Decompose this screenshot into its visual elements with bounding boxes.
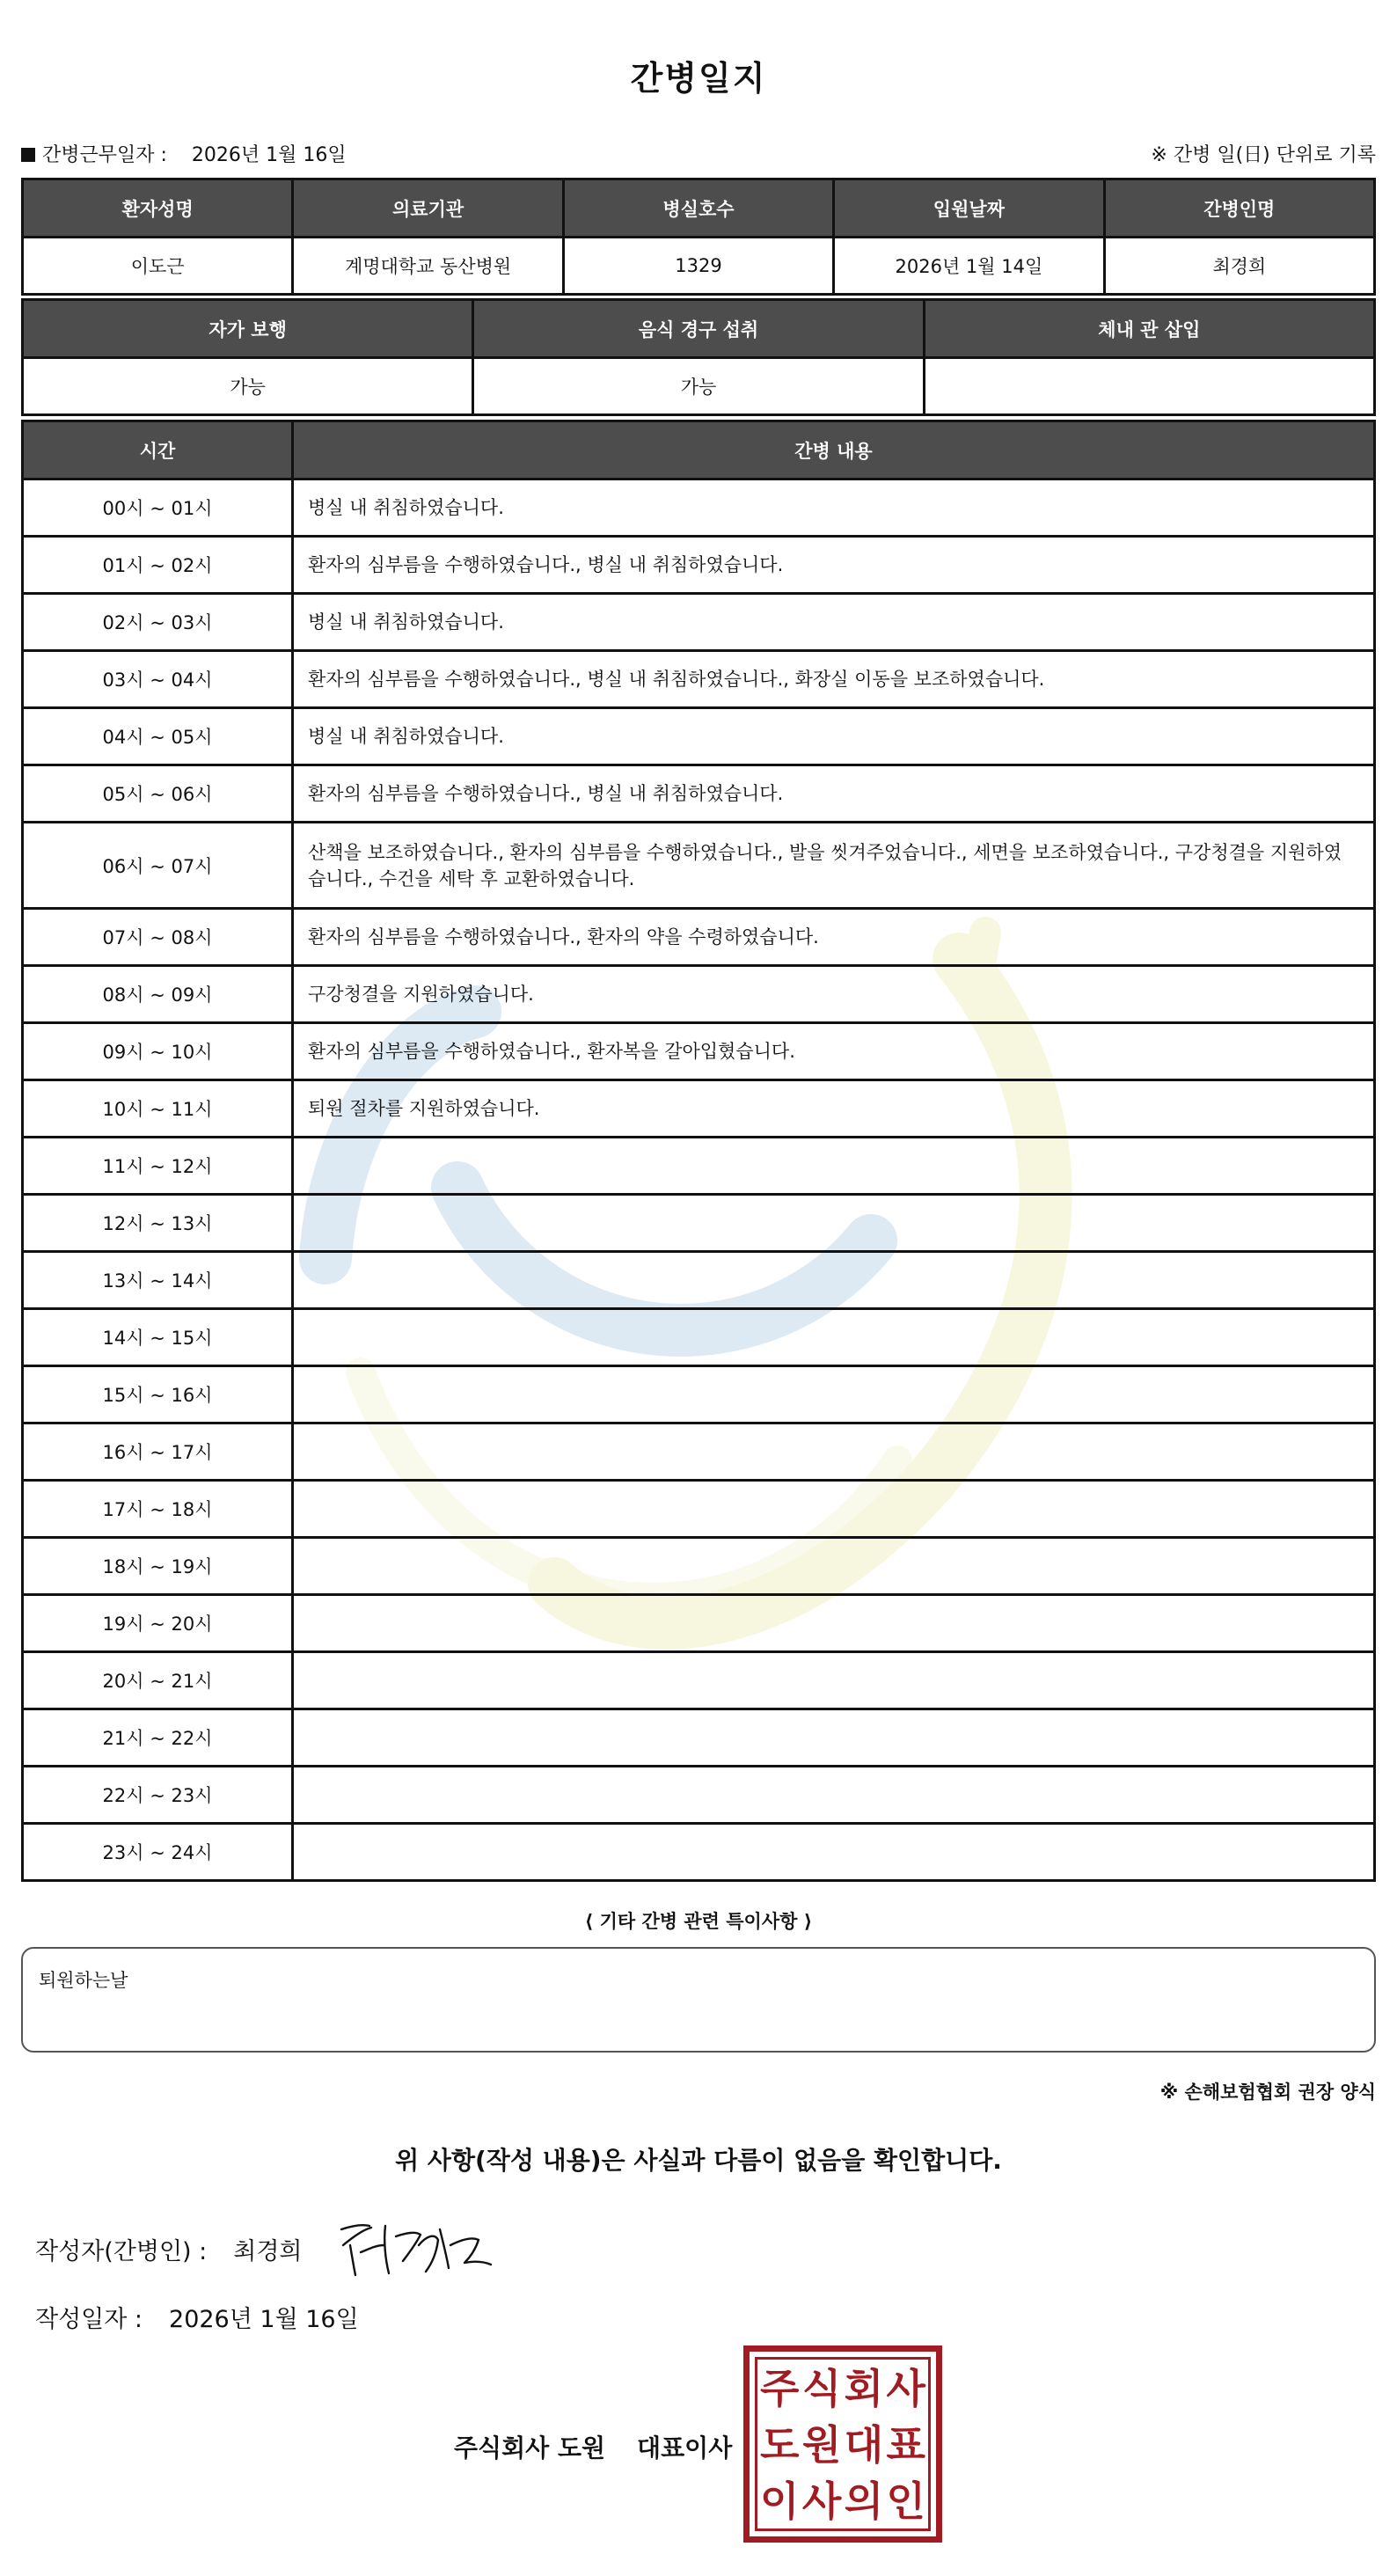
log-content: [293, 1366, 1375, 1423]
log-content: [293, 1709, 1375, 1767]
log-content: [293, 1423, 1375, 1481]
company-signature: [454, 2429, 732, 2464]
log-content: [293, 1824, 1375, 1881]
confirmation-statement: 위 사항(작성 내용)은 사실과 다름이 없음을 확인합니다.: [395, 2146, 1002, 2175]
company-name: 주식회사 도원: [454, 2433, 606, 2463]
log-content: [293, 1538, 1375, 1595]
writer-label: 작성자(간병인) :: [35, 2238, 208, 2265]
table-row: [23, 823, 1375, 909]
log-time: 18시 ~ 19시: [23, 1538, 293, 1595]
write-date-value: 2026년 1월 16일: [169, 2306, 359, 2333]
writer: [35, 2232, 303, 2266]
log-time: 21시 ~ 22시: [23, 1709, 293, 1767]
document-title: 간병일지: [630, 59, 767, 98]
log-content: 구강청결을 지원하였습니다.: [293, 966, 1375, 1023]
notes-title: ⟨ 기타 간병 관련 특이사항 ⟩: [584, 1911, 813, 1932]
record-note: ※ 간병 일(日) 단위로 기록: [1151, 144, 1376, 166]
table-row: [23, 1195, 1375, 1252]
notes-box: 퇴원하는날: [21, 1947, 1376, 2053]
table-row: [23, 1423, 1375, 1481]
room-number: 1329: [563, 238, 833, 295]
log-content: [293, 1481, 1375, 1538]
admission-date: 2026년 1월 14일: [834, 238, 1104, 295]
header-caregiver: 간병인명: [1104, 179, 1374, 238]
log-time: 19시 ~ 20시: [23, 1595, 293, 1652]
log-content: [293, 1652, 1375, 1709]
work-date: [21, 140, 347, 167]
table-row: [23, 765, 1375, 823]
log-time: 09시 ~ 10시: [23, 1023, 293, 1080]
log-content: [293, 1252, 1375, 1309]
header-time: 시간: [23, 421, 293, 479]
table-row: [23, 1709, 1375, 1767]
square-bullet-icon: [21, 148, 35, 162]
header-content: 간병 내용: [293, 421, 1375, 479]
recommendation-note: ※ 손해보험협회 권장 양식: [1159, 2082, 1376, 2103]
header-patient-name: 환자성명: [23, 179, 293, 238]
header-oral-intake: 음식 경구 섭취: [473, 300, 924, 358]
table-row: [23, 358, 1375, 415]
table-row: [23, 537, 1375, 594]
work-date-label: 간병근무일자 :: [42, 144, 167, 166]
patient-name: 이도근: [23, 238, 293, 295]
table-row: [23, 594, 1375, 651]
work-date-value: 2026년 1월 16일: [191, 144, 347, 166]
company-representative: 대표이사: [637, 2433, 733, 2463]
log-time: 07시 ~ 08시: [23, 909, 293, 966]
table-row: [23, 1538, 1375, 1595]
header-walking: 자가 보행: [23, 300, 473, 358]
table-row: [23, 1595, 1375, 1652]
log-time: 13시 ~ 14시: [23, 1252, 293, 1309]
log-time: 00시 ~ 01시: [23, 479, 293, 537]
writer-name: 최경희: [233, 2238, 303, 2265]
log-content: 병실 내 취침하였습니다.: [293, 708, 1375, 765]
log-time: 14시 ~ 15시: [23, 1309, 293, 1366]
log-time: 04시 ~ 05시: [23, 708, 293, 765]
table-header-row: [23, 179, 1375, 238]
signature-icon: [334, 2210, 501, 2280]
log-content: [293, 1767, 1375, 1824]
log-time: 22시 ~ 23시: [23, 1767, 293, 1824]
table-row: [23, 1767, 1375, 1824]
log-content: 환자의 심부름을 수행하였습니다., 환자복을 갈아입혔습니다.: [293, 1023, 1375, 1080]
table-header-row: [23, 300, 1375, 358]
log-time: 11시 ~ 12시: [23, 1138, 293, 1195]
log-time: 20시 ~ 21시: [23, 1652, 293, 1709]
log-content: 환자의 심부름을 수행하였습니다., 병실 내 취침하였습니다., 화장실 이동을 보조하였습니다.: [293, 651, 1375, 708]
table-row: [23, 1252, 1375, 1309]
header-room: 병실호수: [563, 179, 833, 238]
log-time: 05시 ~ 06시: [23, 765, 293, 823]
oral-intake-status: 가능: [473, 358, 924, 415]
header-tube: 체내 관 삽입: [924, 300, 1374, 358]
log-content: 환자의 심부름을 수행하였습니다., 병실 내 취침하였습니다.: [293, 765, 1375, 823]
log-time: 10시 ~ 11시: [23, 1080, 293, 1138]
log-time: 01시 ~ 02시: [23, 537, 293, 594]
caregiver-name: 최경희: [1104, 238, 1374, 295]
log-time: 23시 ~ 24시: [23, 1824, 293, 1881]
log-content: 환자의 심부름을 수행하였습니다., 환자의 약을 수령하였습니다.: [293, 909, 1375, 966]
table-row: [23, 1652, 1375, 1709]
table-row: [23, 479, 1375, 537]
table-row: [23, 1023, 1375, 1080]
patient-info-table: [21, 178, 1376, 296]
patient-status-table: [21, 298, 1376, 416]
log-time: 16시 ~ 17시: [23, 1423, 293, 1481]
log-content: 병실 내 취침하였습니다.: [293, 479, 1375, 537]
log-content: 환자의 심부름을 수행하였습니다., 병실 내 취침하였습니다.: [293, 537, 1375, 594]
log-content: 퇴원 절차를 지원하였습니다.: [293, 1080, 1375, 1138]
write-date: [35, 2300, 359, 2334]
company-seal-icon: 주 식 회 사 도 원 대 표 이 사 의 인: [743, 2345, 942, 2543]
table-row: [23, 708, 1375, 765]
table-row: [23, 1138, 1375, 1195]
log-time: 06시 ~ 07시: [23, 823, 293, 909]
log-time: 15시 ~ 16시: [23, 1366, 293, 1423]
log-content: [293, 1309, 1375, 1366]
header-institution: 의료기관: [293, 179, 563, 238]
table-row: [23, 1366, 1375, 1423]
log-content: 산책을 보조하였습니다., 환자의 심부름을 수행하였습니다., 발을 씻겨주었습니다., 세면을 보조하였습니다., 구강청결을 지원하였습니다., 수건을 세탁 후 교환하였습니다.: [293, 823, 1375, 909]
table-row: [23, 651, 1375, 708]
log-content: [293, 1138, 1375, 1195]
table-row: [23, 909, 1375, 966]
table-row: [23, 966, 1375, 1023]
write-date-label: 작성일자 :: [35, 2306, 143, 2333]
log-time: 08시 ~ 09시: [23, 966, 293, 1023]
table-row: [23, 1080, 1375, 1138]
header-admission-date: 입원날짜: [834, 179, 1104, 238]
log-content: 병실 내 취침하였습니다.: [293, 594, 1375, 651]
tube-status: [924, 358, 1374, 415]
institution: 계명대학교 동산병원: [293, 238, 563, 295]
log-content: [293, 1595, 1375, 1652]
log-time: 03시 ~ 04시: [23, 651, 293, 708]
log-time: 12시 ~ 13시: [23, 1195, 293, 1252]
walking-status: 가능: [23, 358, 473, 415]
table-row: [23, 238, 1375, 295]
table-header-row: [23, 421, 1375, 479]
log-time: 17시 ~ 18시: [23, 1481, 293, 1538]
table-row: [23, 1481, 1375, 1538]
log-time: 02시 ~ 03시: [23, 594, 293, 651]
table-row: [23, 1309, 1375, 1366]
table-row: [23, 1824, 1375, 1881]
log-content: [293, 1195, 1375, 1252]
care-log-table: [21, 420, 1376, 1882]
